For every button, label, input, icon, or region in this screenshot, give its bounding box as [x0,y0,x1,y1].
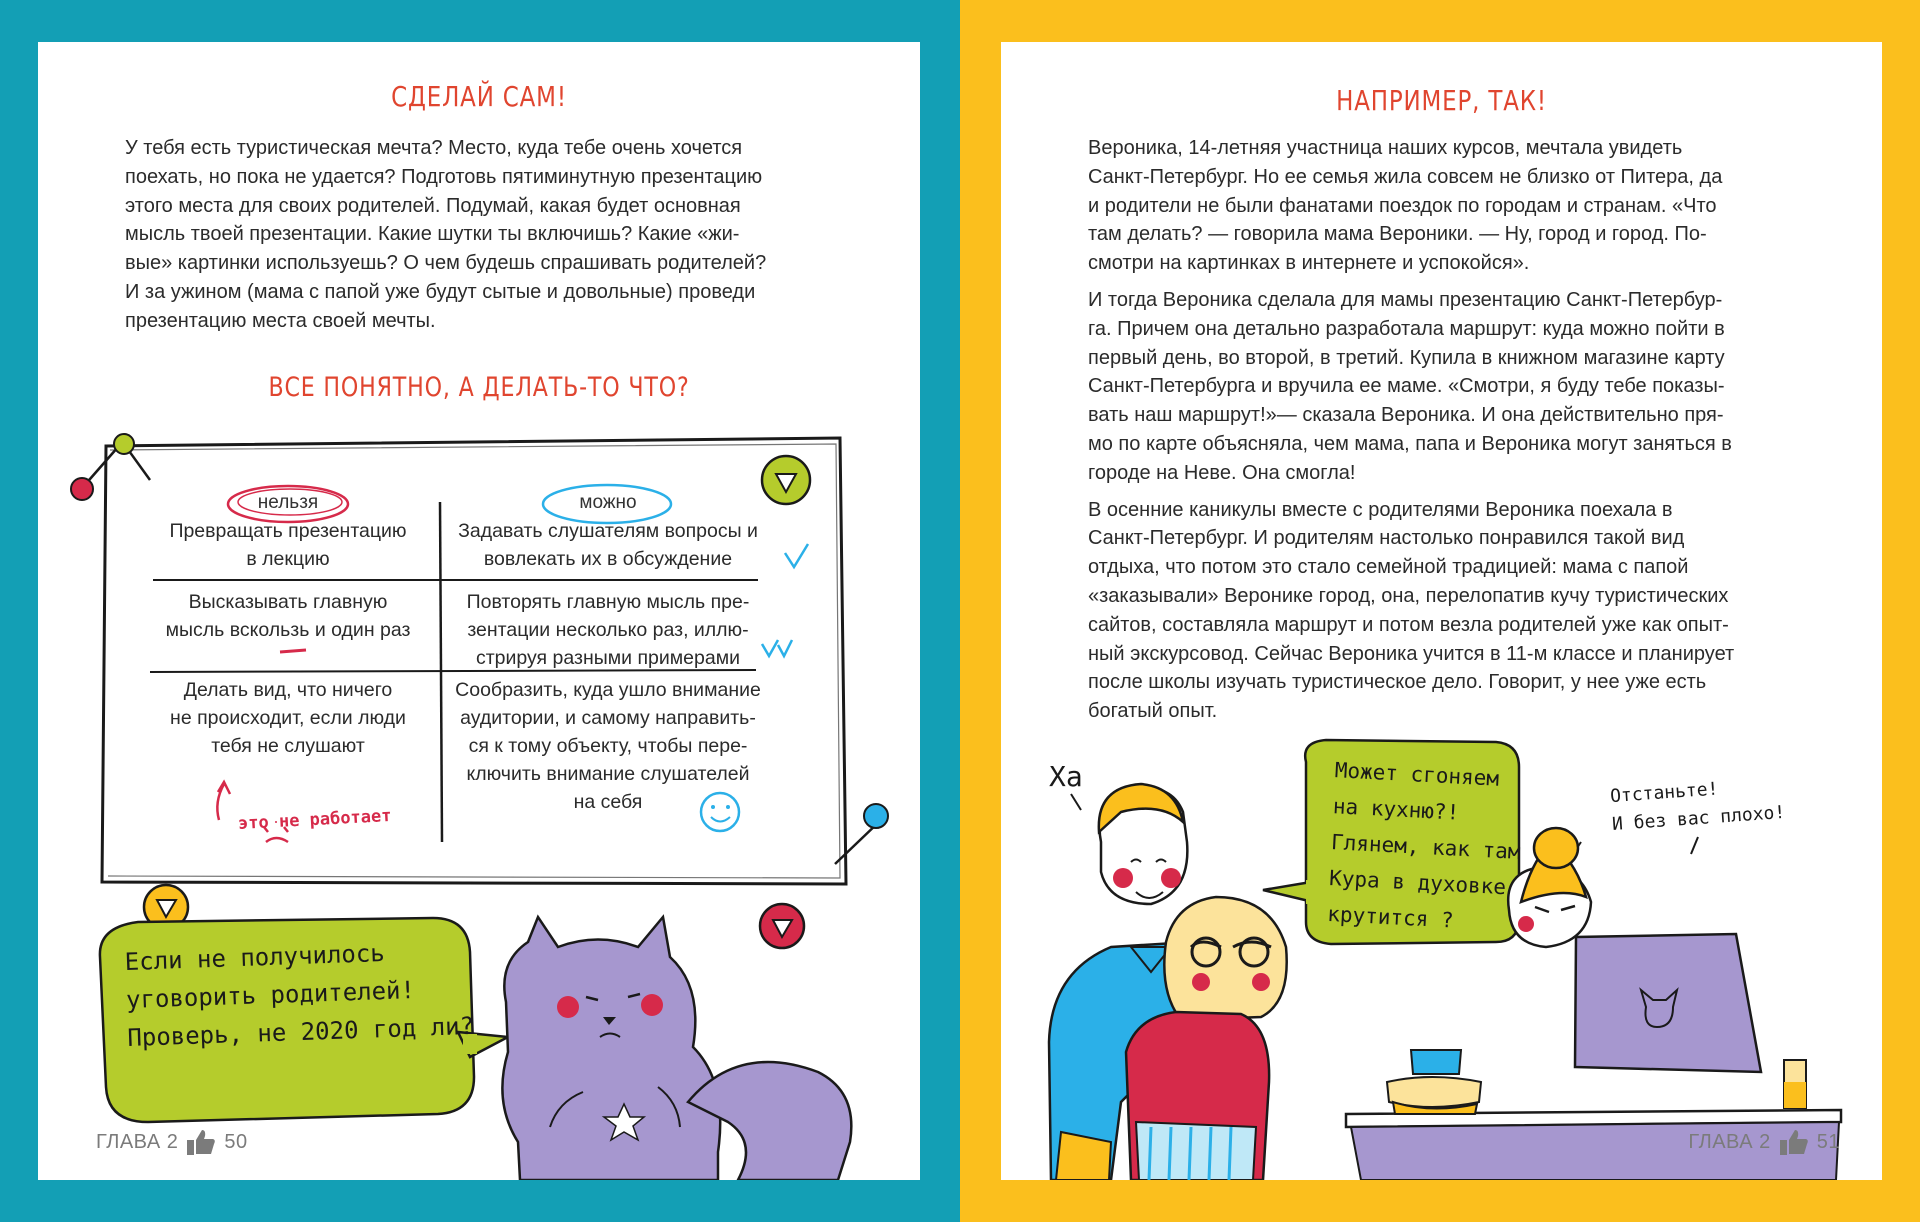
bubble-line: Кура в духовке [1328,866,1507,900]
text-line: богатый опыт. [1088,700,1218,723]
cell-line: Задавать слушателям вопросы и [458,520,758,542]
chapter-label: ГЛАВА 2 [1688,1130,1771,1153]
text-line: и родители не были фанатами поездок по городам и странам. «Что [1088,194,1717,217]
text-line: после школы изучать туристическое дело. Говорит, у нее уже есть [1088,671,1707,694]
text-line: га. Причем она детально разработала маршрут: куда можно пойти в [1088,317,1725,340]
text-line: там делать? — говорила мама Вероники. — Ну, город и город. По- [1088,223,1707,246]
cell-line: Повторять главную мысль пре- [466,591,750,613]
thumbs-up-icon [1779,1128,1809,1156]
cell-line: Делать вид, что ничего [183,679,393,701]
column-header-bad: нельзя [257,492,319,513]
cat-speech-bubble [124,931,475,1057]
right-page [1001,42,1882,1180]
page-number: 51 [1816,1130,1840,1153]
text-line: городе на Неве. Она смогла! [1088,461,1356,484]
cell-line: ся к тому объекту, чтобы пере- [468,735,748,757]
cell-line: зентации несколько раз, иллю- [467,619,749,641]
cell-line: на себя [573,791,643,813]
cell-line: стрируя разными примерами [475,647,740,669]
text-line: отдыха, что потом это стало семейной традицией: мама с папой [1088,556,1689,579]
handwritten-note: это не работает [237,805,392,835]
text-line: этого места для своих родителей. Подумай, какая будет основная [125,194,741,217]
thumbs-up-icon [186,1128,216,1156]
cell-line: аудитории, и самому направить- [460,707,756,729]
bubble-line: Глянем, как там [1330,830,1522,864]
column-header-good: можно [579,492,637,513]
text-line: Санкт-Петербурга и вручила ее маме. «Смотри, я буду тебе показы- [1088,375,1725,398]
text-line: Санкт-Петербург. Но ее семья жила совсем не близко от Питера, да [1088,165,1723,188]
cell-line: мысль вскользь и один раз [165,619,411,641]
text-line: сайтов, составляла маршрут и потом везла родителей уже как опыт- [1088,613,1729,636]
bubble-line: Может сгоняем [1334,758,1500,791]
cell-line: Высказывать главную [188,591,388,613]
page-number: 50 [224,1130,248,1153]
page-footer [1688,1128,1840,1156]
page-footer [96,1128,248,1156]
text-line: смотри на картинках в интернете и успокойся». [1088,252,1530,275]
family-illustration [1001,42,1882,1180]
cell-line: Превращать презентацию [169,520,407,542]
text-line: Вероника, 14-летняя участница наших курсов, мечтала увидеть [1088,137,1683,159]
ha-text: Ха [1049,760,1083,793]
text-line: У тебя есть туристическая мечта? Место, куда тебе очень хочется [125,137,743,159]
bubble-line: уговорить родителей! [125,975,416,1015]
page-heading: НАПРИМЕР, ТАК! [1336,84,1547,117]
bubble-line: Проверь, не 2020 год ли? [126,1011,475,1053]
text-line: И за ужином (мама с папой уже будут сытые и довольные) проведи [125,280,756,303]
chapter-label: ГЛАВА 2 [96,1130,179,1153]
text-line: вать наш маршрут!»— сказала Вероника. И она действительно пря- [1088,404,1724,427]
cell-line: в лекцию [246,548,330,570]
text-line: вые» картинки используешь? О чем будешь спрашивать родителей? [125,252,767,275]
text-line: «заказывали» Веронике город, она, перелопатив кучу туристических [1088,584,1729,607]
text-line: Санкт-Петербург. И родителям настолько понравился такой вид [1088,527,1685,550]
text-line: И без вас плохо! [1611,801,1786,835]
subheading: ВСЕ ПОНЯТНО, А ДЕЛАТЬ-ТО ЧТО? [268,372,690,403]
text-line: мо по карте объясняла, чем мама, папа и Вероника могут заняться в [1088,432,1732,455]
text-line: ный экскурсовод. Сейчас Вероника учится в 11-м классе и планирует [1088,642,1735,665]
text-line: поехать, но пока не удается? Подготовь пятиминутную презентацию [125,165,763,188]
bubble-line: Если не получилось [124,939,386,977]
text-line: В осенние каникулы вместе с родителями Вероника поехала в [1088,498,1673,521]
bubble-line: на кухню?! [1332,794,1460,825]
cell-line: вовлекать их в обсуждение [483,548,733,570]
text-line: презентацию места своей мечты. [125,309,436,332]
cell-line: тебя не слушают [211,735,365,757]
page-heading: СДЕЛАЙ САМ! [391,80,567,113]
dad-speech-bubble [1326,752,1525,942]
cell-line: Сообразить, куда ушло внимание [455,679,761,701]
text-line: первый день, во второй, в третий. Купила в книжном магазине карту [1088,346,1725,369]
cell-line: не происходит, если люди [170,707,406,729]
text-line: И тогда Вероника сделала для мамы презентацию Санкт-Петербур- [1088,288,1723,311]
bubble-line: крутится ? [1326,901,1455,933]
text-line: Отстаньте! [1609,778,1720,808]
text-line: мысль твоей презентации. Какие шутки ты включишь? Какие «жи- [125,223,740,246]
left-page [38,42,920,1180]
cell-line: ключить внимание слушателей [466,763,750,785]
